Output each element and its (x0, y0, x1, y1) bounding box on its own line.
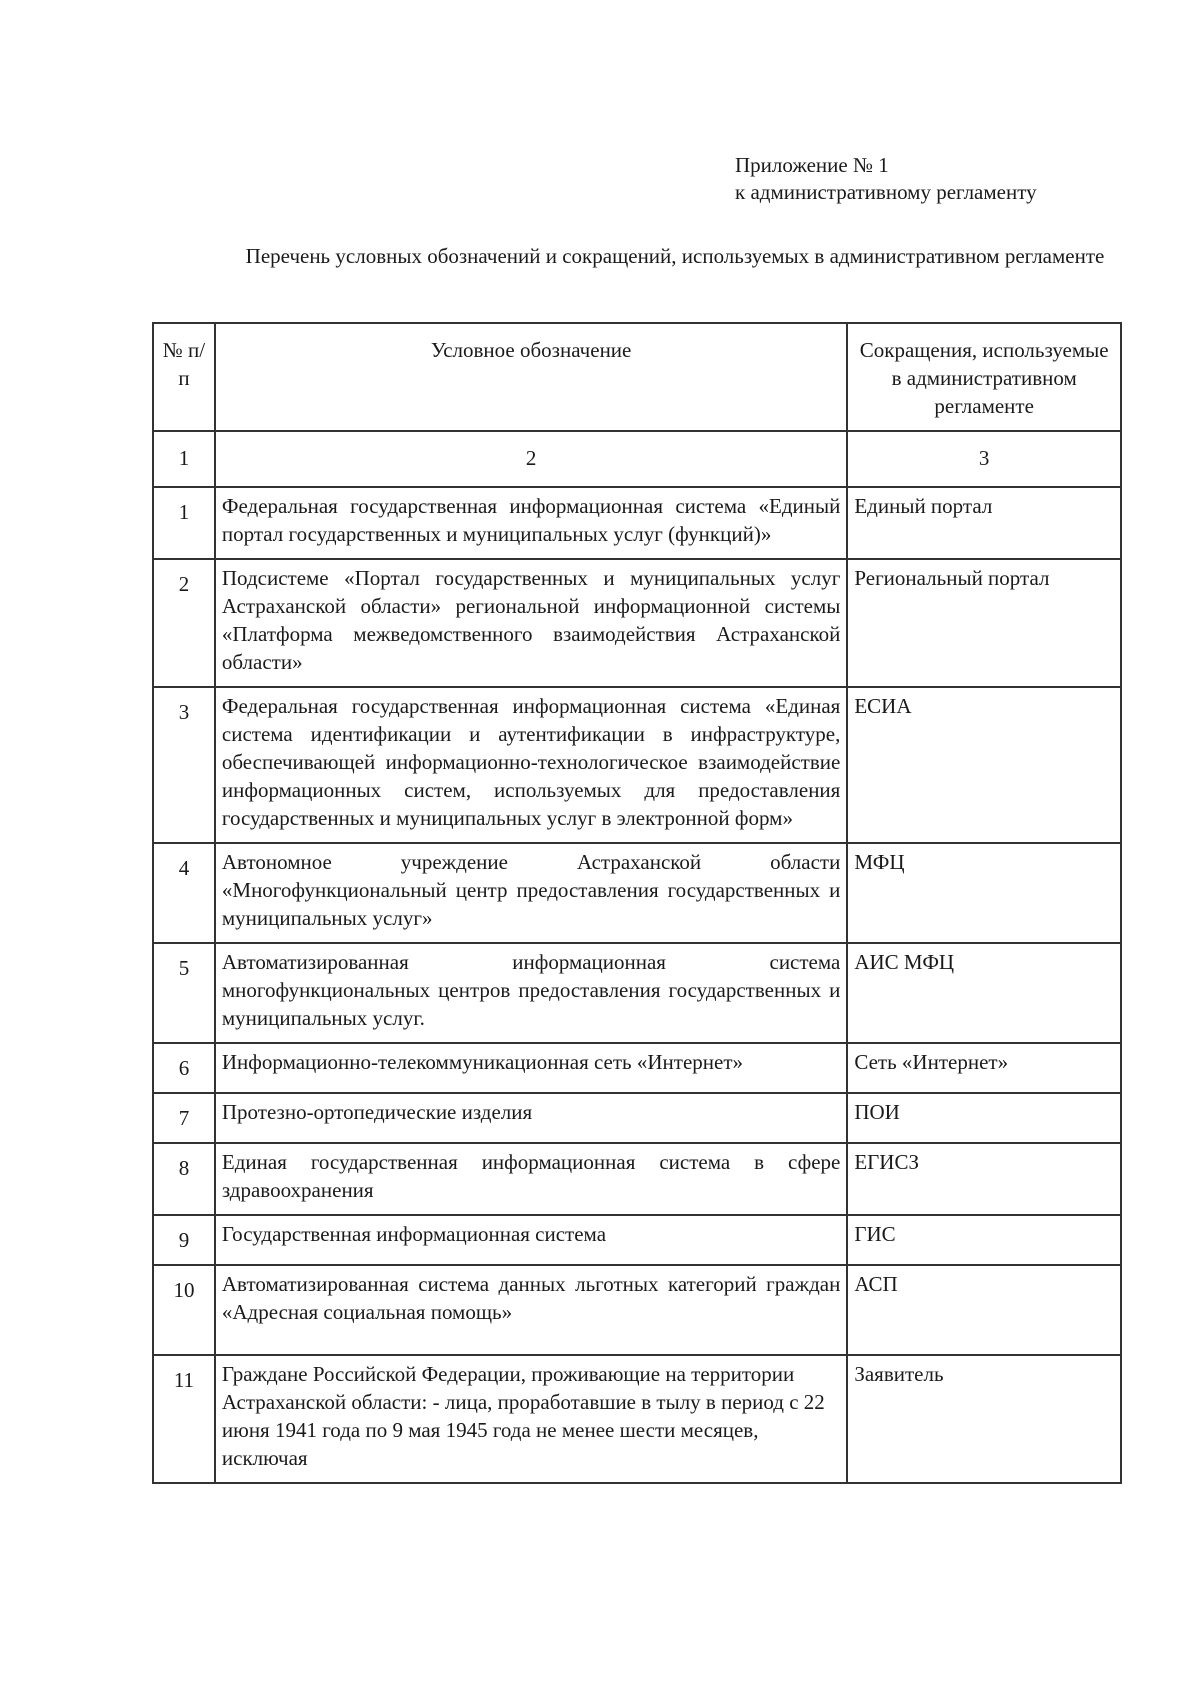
index-row (153, 431, 1121, 487)
row-abbr: ЕСИА (847, 687, 1121, 843)
table-row (153, 1355, 1121, 1483)
row-num: 11 (153, 1355, 215, 1483)
row-abbr: АСП (847, 1265, 1121, 1355)
row-abbr: ЕГИСЗ (847, 1143, 1121, 1215)
table-row (153, 1215, 1121, 1265)
row-abbr: ГИС (847, 1215, 1121, 1265)
row-num: 10 (153, 1265, 215, 1355)
row-num: 7 (153, 1093, 215, 1143)
table-row (153, 843, 1121, 943)
row-abbr: ПОИ (847, 1093, 1121, 1143)
row-term: Государственная информационная система (215, 1215, 847, 1265)
annex-line-1: Приложение № 1 (735, 153, 889, 177)
row-term: Информационно-телекоммуникационная сеть «Интернет» (215, 1043, 847, 1093)
table-row (153, 943, 1121, 1043)
index-cell: 2 (215, 431, 847, 487)
row-term: Автоматизированная информационная система многофункциональных центров предоставления государственных и муниципальных услуг. (215, 943, 847, 1043)
index-cell: 1 (153, 431, 215, 487)
row-term: Подсистеме «Портал государственных и муниципальных услуг Астраханской области» региональной информационной системы «Платформа межведомственного взаимодействия Астраханской области» (215, 559, 847, 687)
header-term: Условное обозначение (215, 323, 847, 431)
row-term: Единая государственная информационная система в сфере здравоохранения (215, 1143, 847, 1215)
table-row (153, 1093, 1121, 1143)
table-row (153, 1265, 1121, 1355)
row-num: 9 (153, 1215, 215, 1265)
annex-line-2: к административному регламенту (735, 180, 1037, 204)
row-num: 5 (153, 943, 215, 1043)
row-abbr: Заявитель (847, 1355, 1121, 1483)
row-abbr: Региональный портал (847, 559, 1121, 687)
row-term: Граждане Российской Федерации, проживающие на территории Астраханской области: - лица, проработавшие в тылу в период с 22 июня 1941 года по 9 мая 1945 года не менее шести месяцев, исключая (215, 1355, 847, 1483)
abbreviations-table (152, 322, 1122, 1484)
row-num: 4 (153, 843, 215, 943)
index-cell: 3 (847, 431, 1121, 487)
table-header-row (153, 323, 1121, 431)
row-term: Автоматизированная система данных льготных категорий граждан «Адресная социальная помощь» (215, 1265, 847, 1355)
table-row (153, 1143, 1121, 1215)
row-num: 1 (153, 487, 215, 559)
table-row (153, 687, 1121, 843)
header-num: № п/п (153, 323, 215, 431)
table-row (153, 559, 1121, 687)
table-row (153, 487, 1121, 559)
header-abbr: Сокращения, используемые в административном регламенте (847, 323, 1121, 431)
row-term: Протезно-ортопедические изделия (215, 1093, 847, 1143)
document-title: Перечень условных обозначений и сокращений, используемых в административном регламенте (245, 244, 1105, 268)
row-term: Автономное учреждение Астраханской области «Многофункциональный центр предоставления государственных и муниципальных услуг» (215, 843, 847, 943)
annex-note (735, 152, 1037, 206)
row-num: 2 (153, 559, 215, 687)
row-abbr: Сеть «Интернет» (847, 1043, 1121, 1093)
row-abbr: МФЦ (847, 843, 1121, 943)
row-num: 8 (153, 1143, 215, 1215)
row-num: 6 (153, 1043, 215, 1093)
row-term: Федеральная государственная информационная система «Единая система идентификации и аутентификации в инфраструктуре, обеспечивающей информационно-технологическое взаимодействие информационных систем, используемых для предоставления государственных и муниципальных услуг в электронной форм» (215, 687, 847, 843)
table-row (153, 1043, 1121, 1093)
row-num: 3 (153, 687, 215, 843)
row-abbr: АИС МФЦ (847, 943, 1121, 1043)
row-term: Федеральная государственная информационная система «Единый портал государственных и муниципальных услуг (функций)» (215, 487, 847, 559)
row-abbr: Единый портал (847, 487, 1121, 559)
